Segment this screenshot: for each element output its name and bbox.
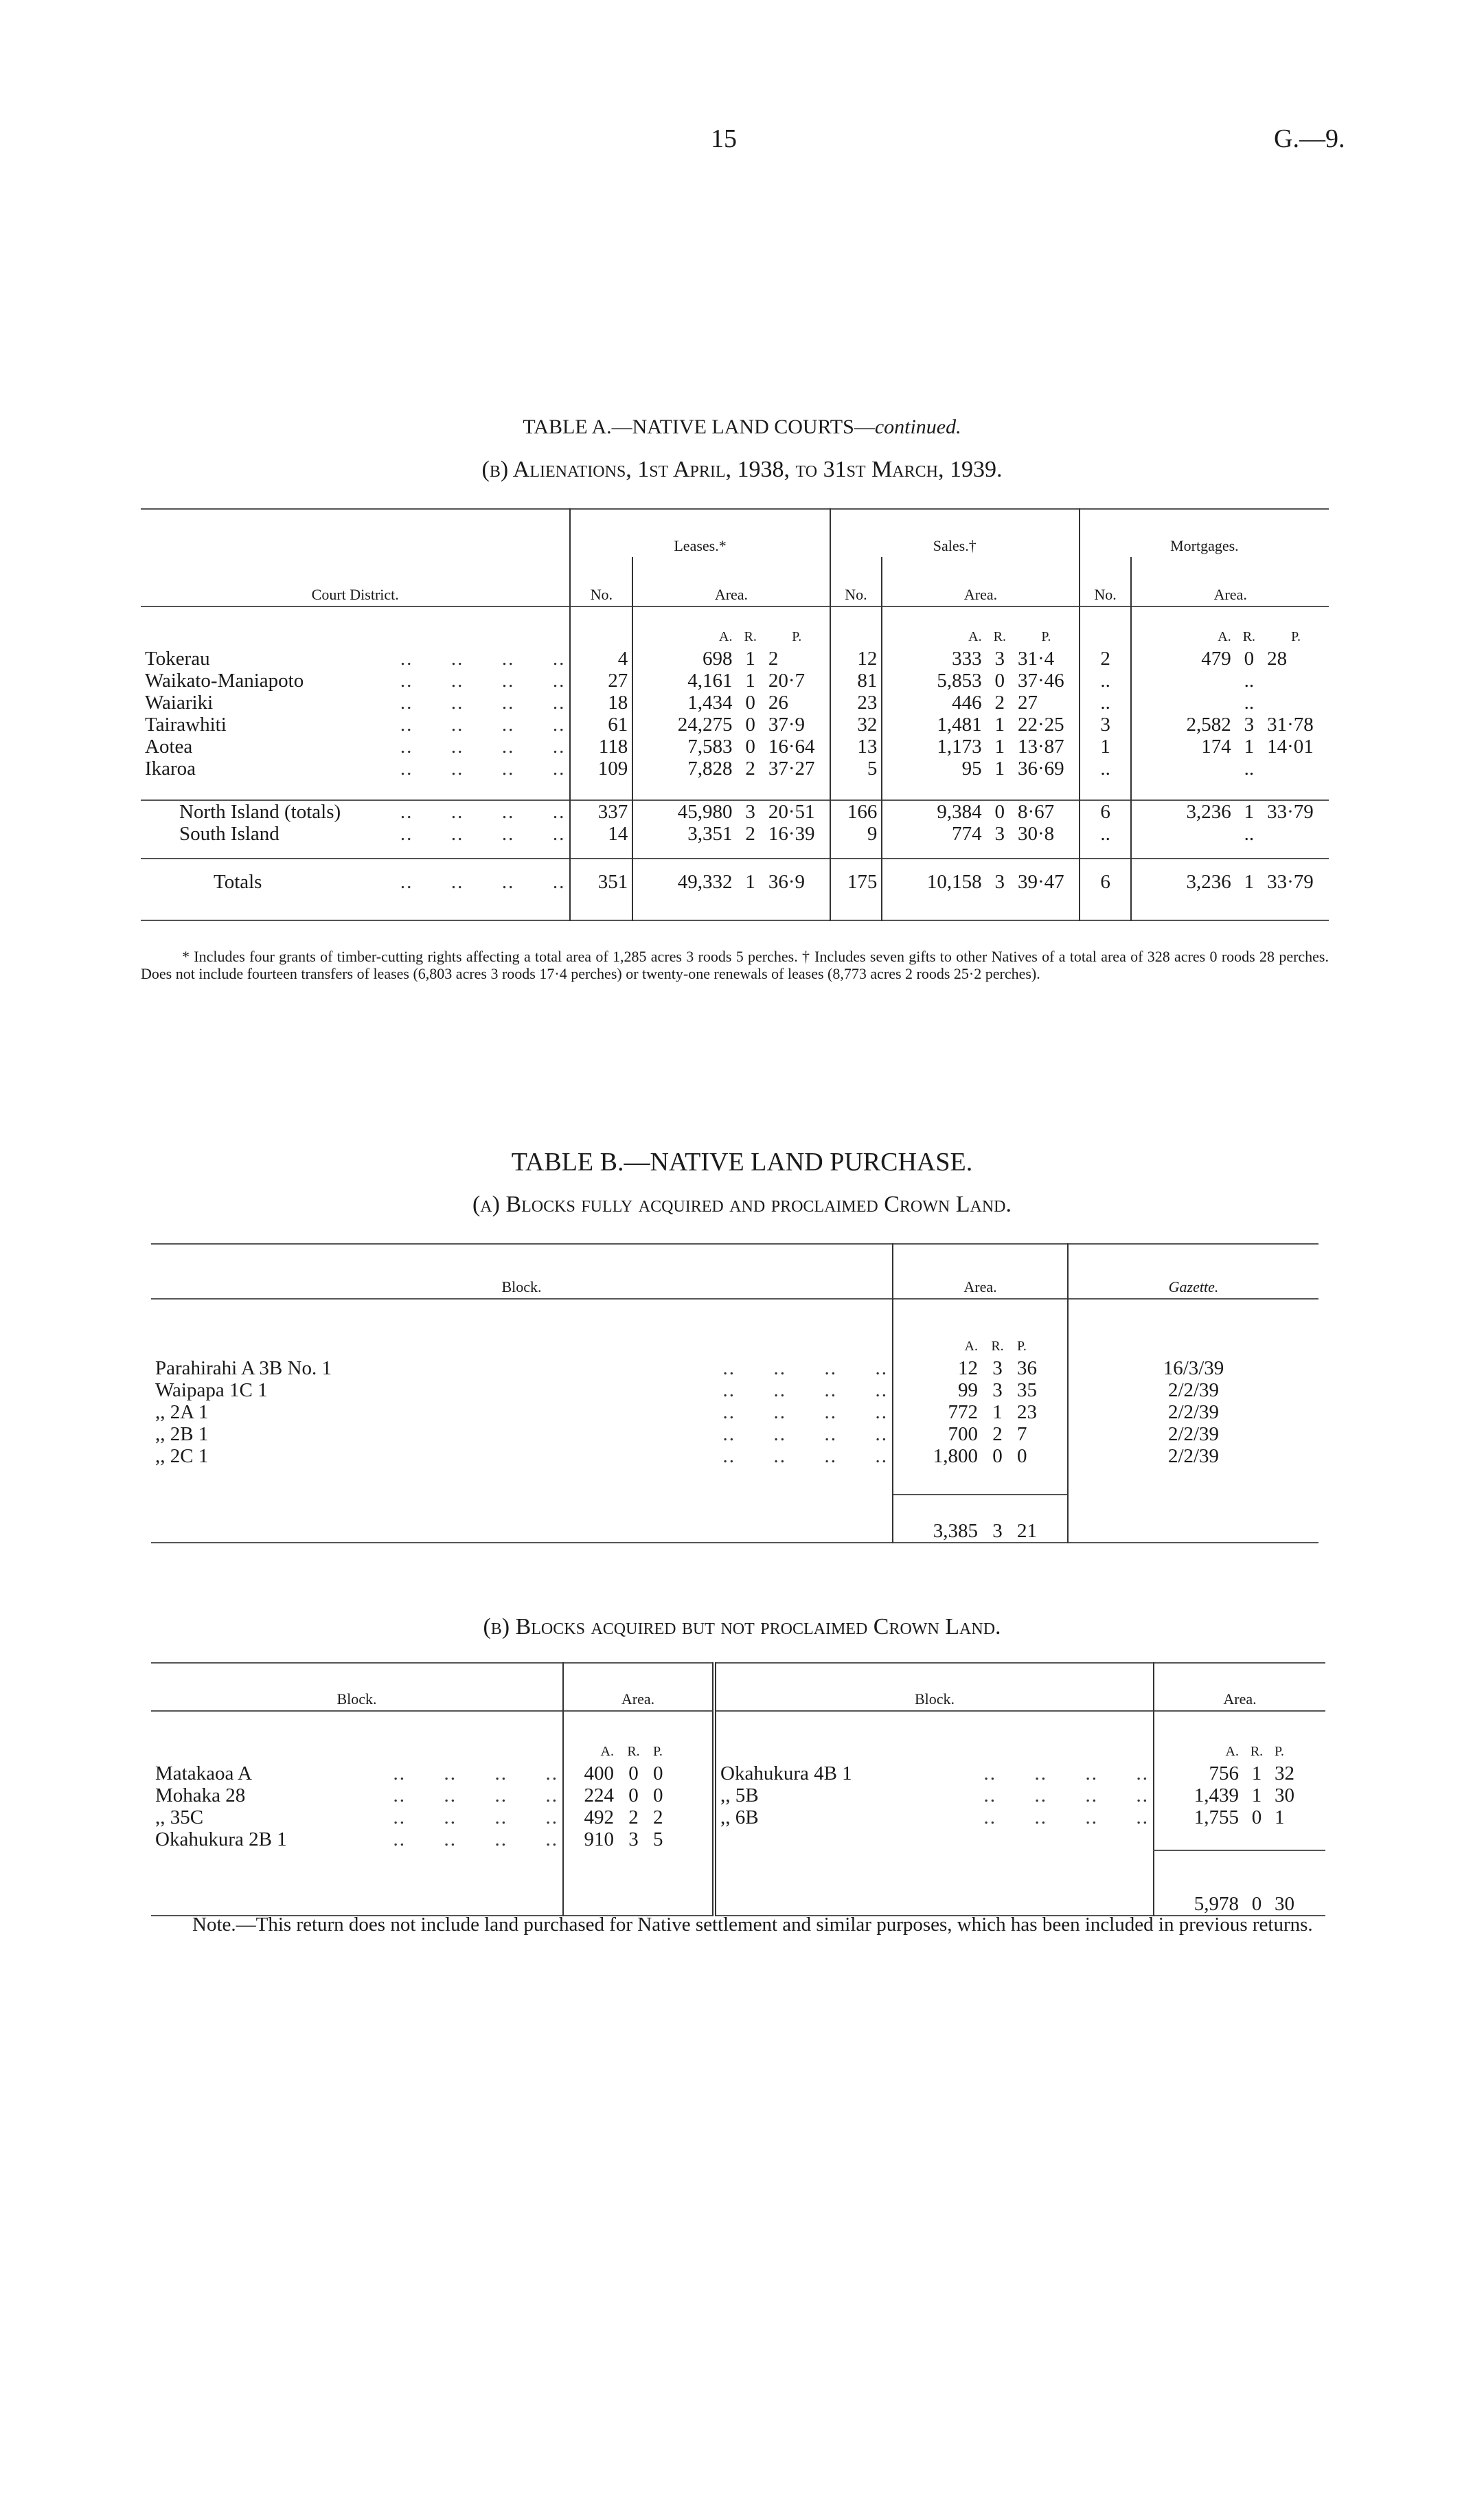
mortgages-roods: 3 bbox=[1244, 714, 1255, 736]
leases-acres: 4,161 bbox=[632, 670, 736, 692]
table-b-b-blocks-not-proclaimed bbox=[151, 1662, 1325, 1916]
row-label: Totals bbox=[214, 871, 262, 893]
leases-roods: 1 bbox=[745, 648, 755, 670]
row-label: ,, 2B 1 bbox=[155, 1423, 209, 1445]
acres: 224 bbox=[563, 1784, 618, 1806]
col-leases: Leases.* bbox=[570, 509, 830, 557]
sales-perches: 13·87 bbox=[1017, 736, 1064, 758]
table-row bbox=[151, 1423, 1319, 1445]
roods: 1 bbox=[1251, 1784, 1262, 1806]
block-cell bbox=[151, 1828, 563, 1850]
row-label: Waipapa 1C 1 bbox=[155, 1379, 268, 1401]
sales-roods: 1 bbox=[994, 736, 1005, 758]
mortgages-no: 6 bbox=[1080, 800, 1132, 823]
sales-perches: 27 bbox=[1017, 692, 1038, 714]
gazette-date: 2/2/39 bbox=[1068, 1379, 1319, 1401]
perches: 35 bbox=[1017, 1379, 1037, 1401]
col-area: Area. bbox=[632, 557, 830, 606]
leases-perches: 16·39 bbox=[768, 823, 815, 845]
roods: 0 bbox=[1251, 1806, 1262, 1828]
table-b-a-subtitle: (a) Blocks fully acquired and proclaimed Crown Land. bbox=[472, 1192, 1012, 1217]
unit-acres: A. bbox=[893, 1299, 982, 1357]
leases-no: 18 bbox=[570, 692, 632, 714]
sales-no: 12 bbox=[830, 648, 882, 670]
mortgages-acres: 3,236 bbox=[1131, 859, 1235, 893]
unit-perches: P. bbox=[1291, 629, 1301, 644]
table-a-title bbox=[0, 416, 1484, 439]
table-row bbox=[151, 1806, 1325, 1828]
col-sales: Sales.† bbox=[830, 509, 1080, 557]
leader-dots: .. .. .. .. bbox=[983, 1784, 1149, 1806]
row-label: Waikato-Maniapoto bbox=[145, 670, 304, 692]
mortgages-acres: 3,236 bbox=[1131, 800, 1235, 823]
sales-roods: 1 bbox=[994, 758, 1005, 780]
district-cell bbox=[141, 823, 570, 845]
sales-acres: 1,481 bbox=[882, 714, 985, 736]
mortgages-perches bbox=[1263, 692, 1329, 714]
col-block: Block. bbox=[336, 1690, 377, 1708]
total-perches: 21 bbox=[1013, 1495, 1068, 1543]
roods: 0 bbox=[992, 1445, 1003, 1467]
row-label: Tairawhiti bbox=[145, 714, 227, 736]
total-acres: 3,385 bbox=[893, 1495, 982, 1543]
title-italic: continued. bbox=[874, 416, 961, 438]
unit-perches: P. bbox=[1041, 629, 1051, 644]
mortgages-perches: 28 bbox=[1267, 648, 1288, 670]
leases-no: 27 bbox=[570, 670, 632, 692]
block-cell bbox=[151, 1401, 893, 1423]
col-area: Area. bbox=[1154, 1663, 1325, 1711]
leases-acres: 49,332 bbox=[632, 859, 736, 893]
row-label: Parahirahi A 3B No. 1 bbox=[155, 1357, 332, 1379]
acres: 1,755 bbox=[1154, 1806, 1243, 1828]
roods: 2 bbox=[628, 1806, 639, 1828]
leases-perches: 20·7 bbox=[768, 670, 806, 692]
acres: 772 bbox=[893, 1401, 982, 1423]
leases-perches: 37·9 bbox=[768, 714, 806, 736]
block-cell bbox=[714, 1784, 1154, 1806]
leases-acres: 7,583 bbox=[632, 736, 736, 758]
mortgages-no: 6 bbox=[1080, 859, 1132, 893]
row-label: ,, 5B bbox=[720, 1784, 759, 1806]
units-row bbox=[151, 1299, 1319, 1357]
row-label: Mohaka 28 bbox=[155, 1784, 246, 1806]
sales-acres: 10,158 bbox=[882, 859, 985, 893]
leader-dots: .. .. .. .. bbox=[400, 648, 566, 670]
mortgages-perches bbox=[1263, 823, 1329, 845]
mortgages-roods: 1 bbox=[1244, 736, 1255, 758]
acres: 492 bbox=[563, 1806, 618, 1828]
sales-no: 13 bbox=[830, 736, 882, 758]
leader-dots: .. .. .. .. bbox=[400, 736, 566, 758]
sales-acres: 5,853 bbox=[882, 670, 985, 692]
mortgages-acres: 174 bbox=[1131, 736, 1235, 758]
leader-dots: .. .. .. .. bbox=[393, 1806, 558, 1828]
col-area: Area. bbox=[563, 1663, 714, 1711]
leases-roods: 1 bbox=[745, 670, 755, 692]
sales-perches: 22·25 bbox=[1017, 714, 1064, 736]
leases-perches: 16·64 bbox=[768, 736, 815, 758]
leases-no: 14 bbox=[570, 823, 632, 845]
unit-acres: A. bbox=[882, 606, 985, 648]
gazette-date: 2/2/39 bbox=[1068, 1423, 1319, 1445]
row-label: Okahukura 4B 1 bbox=[720, 1762, 852, 1784]
sales-acres: 774 bbox=[882, 823, 985, 845]
perches: 36 bbox=[1017, 1357, 1037, 1379]
row-label: Aotea bbox=[145, 736, 193, 758]
leases-roods: 0 bbox=[745, 736, 755, 758]
total-roods: 0 bbox=[1251, 1893, 1262, 1915]
sales-perches: 30·8 bbox=[1017, 823, 1055, 845]
perches: 32 bbox=[1275, 1762, 1294, 1784]
mortgages-roods: .. bbox=[1244, 692, 1255, 714]
table-a-alienations bbox=[141, 508, 1329, 921]
leader-dots: .. .. .. .. bbox=[722, 1357, 888, 1379]
mortgages-roods: .. bbox=[1244, 823, 1255, 845]
table-row bbox=[151, 1784, 1325, 1806]
sales-roods: 3 bbox=[994, 871, 1005, 893]
unit-acres: A. bbox=[563, 1711, 618, 1762]
col-no: No. bbox=[1080, 557, 1132, 606]
block-cell bbox=[151, 1762, 563, 1784]
row-label: South Island bbox=[179, 823, 279, 845]
total-row bbox=[151, 1850, 1325, 1916]
unit-acres: A. bbox=[1131, 606, 1235, 648]
sales-perches: 31·4 bbox=[1017, 648, 1055, 670]
leader-dots: .. .. .. .. bbox=[400, 801, 566, 823]
mortgages-no: 2 bbox=[1080, 648, 1132, 670]
mortgages-acres bbox=[1131, 670, 1235, 692]
sales-perches: 39·47 bbox=[1017, 871, 1064, 893]
mortgages-perches: 33·79 bbox=[1267, 871, 1314, 893]
roods: 1 bbox=[992, 1401, 1003, 1423]
sales-acres: 333 bbox=[882, 648, 985, 670]
unit-perches: P. bbox=[792, 629, 802, 644]
table-row bbox=[151, 1445, 1319, 1467]
unit-roods: R. bbox=[627, 1744, 640, 1759]
row-label: ,, 2C 1 bbox=[155, 1445, 209, 1467]
leases-perches: 2 bbox=[768, 648, 779, 670]
table-row bbox=[141, 823, 1329, 845]
acres: 99 bbox=[893, 1379, 982, 1401]
row-label: ,, 6B bbox=[720, 1806, 759, 1828]
mortgages-acres bbox=[1131, 823, 1235, 845]
acres: 400 bbox=[563, 1762, 618, 1784]
leases-perches: 36·9 bbox=[768, 871, 806, 893]
acres: 910 bbox=[563, 1828, 618, 1850]
perches: 23 bbox=[1017, 1401, 1037, 1423]
district-cell bbox=[141, 859, 570, 893]
mortgages-perches bbox=[1263, 758, 1329, 780]
block-cell bbox=[151, 1423, 893, 1445]
sales-roods: 0 bbox=[994, 670, 1005, 692]
sales-acres: 9,384 bbox=[882, 800, 985, 823]
sales-roods: 3 bbox=[994, 648, 1005, 670]
unit-roods: R. bbox=[1250, 1744, 1264, 1759]
perches: 1 bbox=[1275, 1806, 1285, 1828]
unit-acres: A. bbox=[1154, 1711, 1243, 1762]
row-label: Ikaroa bbox=[145, 758, 196, 780]
sales-acres: 95 bbox=[882, 758, 985, 780]
leases-acres: 1,434 bbox=[632, 692, 736, 714]
sales-no: 9 bbox=[830, 823, 882, 845]
leader-dots: .. .. .. .. bbox=[393, 1784, 558, 1806]
leases-perches: 26 bbox=[768, 692, 788, 714]
total-acres: 5,978 bbox=[1154, 1850, 1243, 1916]
table-a-footnote: * Includes four grants of timber-cutting rights affecting a total area of 1,285 acres 3 roods 5 perches. † Includes seven gifts to other Natives of a total area of 328 acres 0 roods 28 perches. Does not include fourteen transfers of leases (6,803 acres 3 roods 17·4 perches) or twenty-one renewals of leases (8,773 acres 2 roods 25·2 perches). bbox=[141, 948, 1329, 982]
mortgages-no: .. bbox=[1080, 823, 1132, 845]
mortgages-perches bbox=[1263, 670, 1329, 692]
leases-perches: 20·51 bbox=[768, 801, 815, 823]
table-row bbox=[141, 692, 1329, 714]
leader-dots: .. .. .. .. bbox=[400, 714, 566, 736]
sales-roods: 0 bbox=[994, 801, 1005, 823]
col-block: Block. bbox=[714, 1663, 1154, 1711]
leader-dots: .. .. .. .. bbox=[400, 758, 566, 780]
perches: 0 bbox=[1017, 1445, 1027, 1467]
mortgages-no: .. bbox=[1080, 758, 1132, 780]
block-cell bbox=[151, 1445, 893, 1467]
leases-no: 4 bbox=[570, 648, 632, 670]
leader-dots: .. .. .. .. bbox=[400, 871, 566, 893]
leases-acres: 3,351 bbox=[632, 823, 736, 845]
mortgages-no: .. bbox=[1080, 670, 1132, 692]
perches: 2 bbox=[653, 1806, 663, 1828]
sales-no: 32 bbox=[830, 714, 882, 736]
unit-roods: R. bbox=[991, 1339, 1004, 1354]
table-a-subtitle: (b) Alienations, 1st April, 1938, to 31st March, 1939. bbox=[481, 457, 1003, 482]
leases-roods: 2 bbox=[745, 758, 755, 780]
leader-dots: .. .. .. .. bbox=[722, 1401, 888, 1423]
total-row bbox=[151, 1495, 1319, 1543]
unit-perches: P. bbox=[1017, 1339, 1027, 1354]
table-b-b-subtitle: (b) Blocks acquired but not proclaimed Crown Land. bbox=[483, 1614, 1001, 1640]
roods: 0 bbox=[628, 1762, 639, 1784]
table-row bbox=[141, 736, 1329, 758]
block-cell bbox=[151, 1357, 893, 1379]
leader-dots: .. .. .. .. bbox=[393, 1762, 558, 1784]
leases-no: 109 bbox=[570, 758, 632, 780]
mortgages-perches: 33·79 bbox=[1267, 801, 1314, 823]
sales-roods: 3 bbox=[994, 823, 1005, 845]
mortgages-no: 1 bbox=[1080, 736, 1132, 758]
row-label: North Island (totals) bbox=[179, 801, 341, 823]
mortgages-perches: 14·01 bbox=[1267, 736, 1314, 758]
row-label: Waiariki bbox=[145, 692, 214, 714]
leases-no: 337 bbox=[570, 800, 632, 823]
mortgages-roods: .. bbox=[1244, 758, 1255, 780]
col-area: Area. bbox=[1131, 557, 1329, 606]
acres: 756 bbox=[1154, 1762, 1243, 1784]
leader-dots: .. .. .. .. bbox=[722, 1423, 888, 1445]
title-text: TABLE A.—NATIVE LAND COURTS— bbox=[523, 416, 875, 438]
sales-perches: 36·69 bbox=[1017, 758, 1064, 780]
table-row bbox=[151, 1379, 1319, 1401]
total-perches: 30 bbox=[1275, 1893, 1294, 1915]
leader-dots: .. .. .. .. bbox=[393, 1828, 558, 1850]
leases-roods: 0 bbox=[745, 692, 755, 714]
leader-dots: .. .. .. .. bbox=[722, 1445, 888, 1467]
row-label: Okahukura 2B 1 bbox=[155, 1828, 287, 1850]
col-court-district: Court District. bbox=[311, 586, 399, 603]
leader-dots: .. .. .. .. bbox=[400, 670, 566, 692]
sales-perches: 37·46 bbox=[1017, 670, 1064, 692]
perches: 5 bbox=[653, 1828, 663, 1850]
sales-acres: 1,173 bbox=[882, 736, 985, 758]
mortgages-acres bbox=[1131, 758, 1235, 780]
table-row bbox=[141, 800, 1329, 823]
block-cell bbox=[714, 1806, 1154, 1828]
leases-no: 118 bbox=[570, 736, 632, 758]
row-label: Matakaoa A bbox=[155, 1762, 252, 1784]
unit-roods: R. bbox=[1242, 629, 1256, 644]
mortgages-roods: .. bbox=[1244, 670, 1255, 692]
acres: 1,800 bbox=[893, 1445, 982, 1467]
table-row bbox=[151, 1762, 1325, 1784]
col-gazette: Gazette. bbox=[1068, 1244, 1319, 1299]
roods: 3 bbox=[992, 1379, 1003, 1401]
district-cell bbox=[141, 758, 570, 780]
block-cell bbox=[151, 1806, 563, 1828]
leases-acres: 698 bbox=[632, 648, 736, 670]
row-label: ,, 35C bbox=[155, 1806, 204, 1828]
perches: 0 bbox=[653, 1762, 663, 1784]
sales-acres: 446 bbox=[882, 692, 985, 714]
table-b-a-blocks-proclaimed bbox=[151, 1243, 1319, 1543]
leases-roods: 1 bbox=[745, 871, 755, 893]
mortgages-no: .. bbox=[1080, 692, 1132, 714]
district-cell bbox=[141, 670, 570, 692]
sales-roods: 2 bbox=[994, 692, 1005, 714]
unit-perches: P. bbox=[1275, 1744, 1284, 1759]
document-reference: G.—9. bbox=[1274, 124, 1345, 153]
block-cell bbox=[151, 1379, 893, 1401]
perches: 7 bbox=[1017, 1423, 1027, 1445]
unit-roods: R. bbox=[993, 629, 1006, 644]
leases-roods: 3 bbox=[745, 801, 755, 823]
col-block: Block. bbox=[501, 1278, 542, 1295]
table-row bbox=[141, 648, 1329, 670]
table-row bbox=[151, 1357, 1319, 1379]
block-cell bbox=[151, 1784, 563, 1806]
gazette-date: 16/3/39 bbox=[1068, 1357, 1319, 1379]
leases-roods: 0 bbox=[745, 714, 755, 736]
leases-perches: 37·27 bbox=[768, 758, 815, 780]
table-row bbox=[151, 1828, 1325, 1850]
roods: 2 bbox=[992, 1423, 1003, 1445]
row-label: Tokerau bbox=[145, 648, 210, 670]
block-cell bbox=[714, 1762, 1154, 1784]
mortgages-no: 3 bbox=[1080, 714, 1132, 736]
col-no: No. bbox=[830, 557, 882, 606]
leader-dots: .. .. .. .. bbox=[983, 1762, 1149, 1784]
mortgages-acres bbox=[1131, 692, 1235, 714]
roods: 1 bbox=[1251, 1762, 1262, 1784]
sales-no: 175 bbox=[830, 859, 882, 893]
gazette-date: 2/2/39 bbox=[1068, 1401, 1319, 1423]
leases-acres: 45,980 bbox=[632, 800, 736, 823]
sales-perches: 8·67 bbox=[1017, 801, 1055, 823]
roods: 0 bbox=[628, 1784, 639, 1806]
table-row bbox=[141, 859, 1329, 893]
mortgages-acres: 479 bbox=[1131, 648, 1235, 670]
leader-dots: .. .. .. .. bbox=[400, 823, 566, 845]
row-label: ,, 2A 1 bbox=[155, 1401, 209, 1423]
table-row bbox=[141, 714, 1329, 736]
sales-no: 5 bbox=[830, 758, 882, 780]
table-row bbox=[141, 670, 1329, 692]
total-roods: 3 bbox=[982, 1495, 1013, 1543]
roods: 3 bbox=[992, 1357, 1003, 1379]
unit-roods: R. bbox=[744, 629, 757, 644]
leases-roods: 2 bbox=[745, 823, 755, 845]
leader-dots: .. .. .. .. bbox=[400, 692, 566, 714]
leases-no: 61 bbox=[570, 714, 632, 736]
perches: 0 bbox=[653, 1784, 663, 1806]
mortgages-acres: 2,582 bbox=[1131, 714, 1235, 736]
unit-perches: P. bbox=[653, 1744, 663, 1759]
district-cell bbox=[141, 800, 570, 823]
page-number: 15 bbox=[711, 124, 737, 153]
district-cell bbox=[141, 736, 570, 758]
units-row bbox=[141, 606, 1329, 648]
gazette-date: 2/2/39 bbox=[1068, 1445, 1319, 1467]
leases-acres: 24,275 bbox=[632, 714, 736, 736]
unit-acres: A. bbox=[632, 606, 736, 648]
leader-dots: .. .. .. .. bbox=[722, 1379, 888, 1401]
mortgages-perches: 31·78 bbox=[1267, 714, 1314, 736]
col-no: No. bbox=[570, 557, 632, 606]
leader-dots: .. .. .. .. bbox=[983, 1806, 1149, 1828]
col-area: Area. bbox=[893, 1244, 1068, 1299]
roods: 3 bbox=[628, 1828, 639, 1850]
leases-acres: 7,828 bbox=[632, 758, 736, 780]
sales-no: 81 bbox=[830, 670, 882, 692]
units-row bbox=[151, 1711, 1325, 1762]
perches: 30 bbox=[1275, 1784, 1294, 1806]
district-cell bbox=[141, 714, 570, 736]
sales-no: 23 bbox=[830, 692, 882, 714]
district-cell bbox=[141, 692, 570, 714]
leases-no: 351 bbox=[570, 859, 632, 893]
col-area: Area. bbox=[882, 557, 1079, 606]
mortgages-roods: 1 bbox=[1244, 801, 1255, 823]
acres: 700 bbox=[893, 1423, 982, 1445]
table-b-title: TABLE B.—NATIVE LAND PURCHASE. bbox=[511, 1148, 973, 1177]
col-mortgages: Mortgages. bbox=[1080, 509, 1329, 557]
table-b-note: Note.—This return does not include land purchased for Native settlement and similar purposes, which has been included in previous returns. bbox=[192, 1914, 1313, 1936]
table-row bbox=[151, 1401, 1319, 1423]
mortgages-roods: 1 bbox=[1244, 871, 1255, 893]
acres: 12 bbox=[893, 1357, 982, 1379]
table-row bbox=[141, 758, 1329, 780]
mortgages-roods: 0 bbox=[1244, 648, 1255, 670]
sales-no: 166 bbox=[830, 800, 882, 823]
sales-roods: 1 bbox=[994, 714, 1005, 736]
district-cell bbox=[141, 648, 570, 670]
acres: 1,439 bbox=[1154, 1784, 1243, 1806]
